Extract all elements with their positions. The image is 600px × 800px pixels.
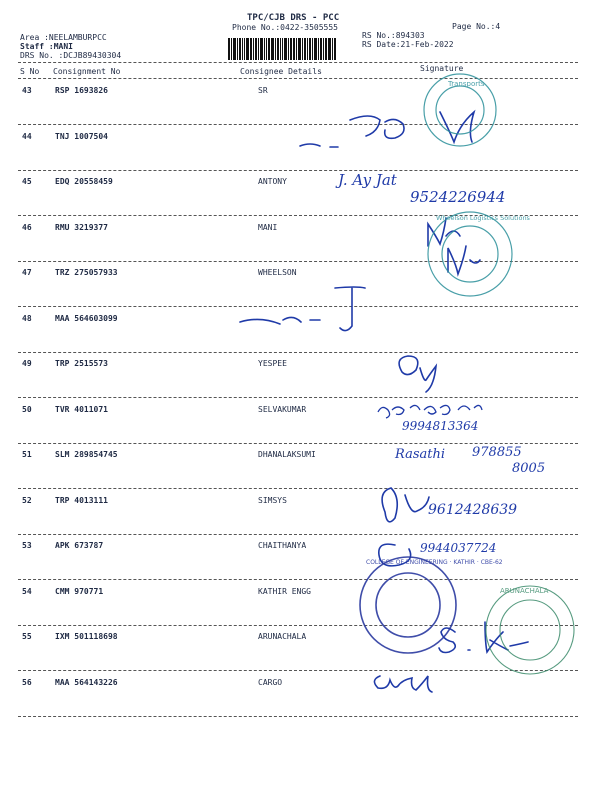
row-consignee: YESPEE [258, 359, 287, 368]
row-consignment-no: RMU 3219377 [55, 222, 108, 232]
area-label: Area :NEELAMBURPCC [20, 33, 107, 42]
row-sno: 47 [22, 268, 32, 277]
signature-row56 [374, 676, 432, 692]
signature-row46 [428, 218, 460, 246]
rs-date: RS Date:21-Feb-2022 [362, 40, 454, 49]
stamp-transports [424, 74, 496, 146]
row-consignment-no: TVR 4011071 [55, 404, 108, 414]
row-consignee: DHANALAKSUMI [258, 450, 316, 459]
row-sno: 43 [22, 86, 32, 95]
col-sno: S No [20, 67, 40, 76]
handwritten-phone-row51b: 8005 [512, 461, 546, 476]
handwritten-phone-row51a: 978855 [472, 445, 522, 460]
row-consignment-no: SLM 289854745 [55, 450, 118, 459]
row-sno: 49 [22, 359, 32, 368]
row-consignment-no: TRZ 275057933 [55, 268, 118, 277]
row-consignee: CHAITHANYA [258, 541, 307, 550]
row-consignment-no: RSP 1693826 [55, 86, 108, 95]
row-sno: 54 [22, 586, 32, 596]
signature-row48 [240, 287, 365, 331]
signature-row55 [439, 622, 528, 653]
row-consignee: ANTONY [258, 177, 287, 186]
handwritten-phone-row53: 9944037724 [420, 541, 497, 555]
row-consignment-no: APK 673787 [55, 541, 104, 550]
svg-text:ARUNACHALA: ARUNACHALA [500, 587, 549, 595]
col-consignment: Consignment No [53, 67, 121, 76]
row-consignment-no: IXM 501118698 [55, 632, 118, 641]
stamp-arunachala [486, 586, 574, 674]
signature-row47 [448, 246, 480, 274]
stamp-wheelson [428, 212, 531, 296]
handwritten-name-row45: J. Ay Jat [338, 171, 397, 189]
row-sno: 52 [22, 495, 32, 505]
phone-number: Phone No.:0422-3505555 [232, 23, 338, 32]
signature-row52 [382, 488, 429, 522]
page-number: Page No.:4 [452, 22, 501, 31]
row-consignment-no: CMM 970771 [55, 586, 104, 596]
handwritten-phone-row45: 9524226944 [410, 188, 506, 206]
signature-row44 [300, 112, 474, 147]
row-consignee: KATHIR ENGG [258, 586, 311, 596]
rs-number: RS No.:894303 [362, 31, 425, 40]
row-sno: 50 [22, 404, 32, 414]
row-consignment-no: TRP 2515573 [55, 359, 108, 368]
row-sno: 56 [22, 677, 32, 687]
handwritten-phone-row52: 9612428639 [428, 502, 518, 518]
svg-text:Transports: Transports [448, 80, 485, 88]
staff-label: Staff :MANI [20, 42, 73, 51]
row-consignee: CARGO [258, 677, 283, 687]
row-consignment-no: TRP 4013111 [55, 495, 108, 505]
handwritten-name-row51: Rasathi [395, 447, 446, 462]
col-signature: Signature [420, 64, 464, 73]
row-consignee: MANI [258, 222, 278, 232]
row-sno: 55 [22, 632, 32, 641]
row-consignment-no: MAA 564143226 [55, 677, 118, 687]
stamp-kathir-college [360, 557, 503, 653]
row-sno: 46 [22, 222, 32, 232]
row-consignee: SELVAKUMAR [258, 404, 307, 414]
row-consignee: WHEELSON [258, 268, 297, 277]
row-sno: 44 [22, 131, 32, 141]
row-consignment-no: TNJ 1007504 [55, 131, 108, 141]
row-consignment-no: EDQ 20558459 [55, 177, 113, 186]
row-consignee: SR [258, 86, 268, 95]
row-consignee: SIMSYS [258, 495, 287, 505]
row-sno: 48 [22, 313, 32, 323]
col-consignee: Consignee Details [240, 67, 322, 76]
drs-number: DRS No. :DCJB89430304 [20, 51, 122, 60]
row-sno: 45 [22, 177, 32, 186]
handwritten-phone-row50: 9994813364 [402, 419, 479, 433]
svg-text:Wheelson Logistics Solutions: Wheelson Logistics Solutions [436, 214, 530, 222]
row-consignment-no: MAA 564603099 [55, 313, 118, 323]
row-sno: 51 [22, 450, 32, 459]
row-consignee: ARUNACHALA [258, 632, 307, 641]
handwritten-tamil-row50 [378, 405, 482, 418]
signature-row49 [399, 356, 436, 392]
svg-text:COLLEGE OF ENGINEERING · KATHI: COLLEGE OF ENGINEERING · KATHIR · CBE-62 [366, 559, 503, 566]
row-sno: 53 [22, 541, 32, 550]
document-title: TPC/CJB DRS - PCC [247, 13, 340, 23]
